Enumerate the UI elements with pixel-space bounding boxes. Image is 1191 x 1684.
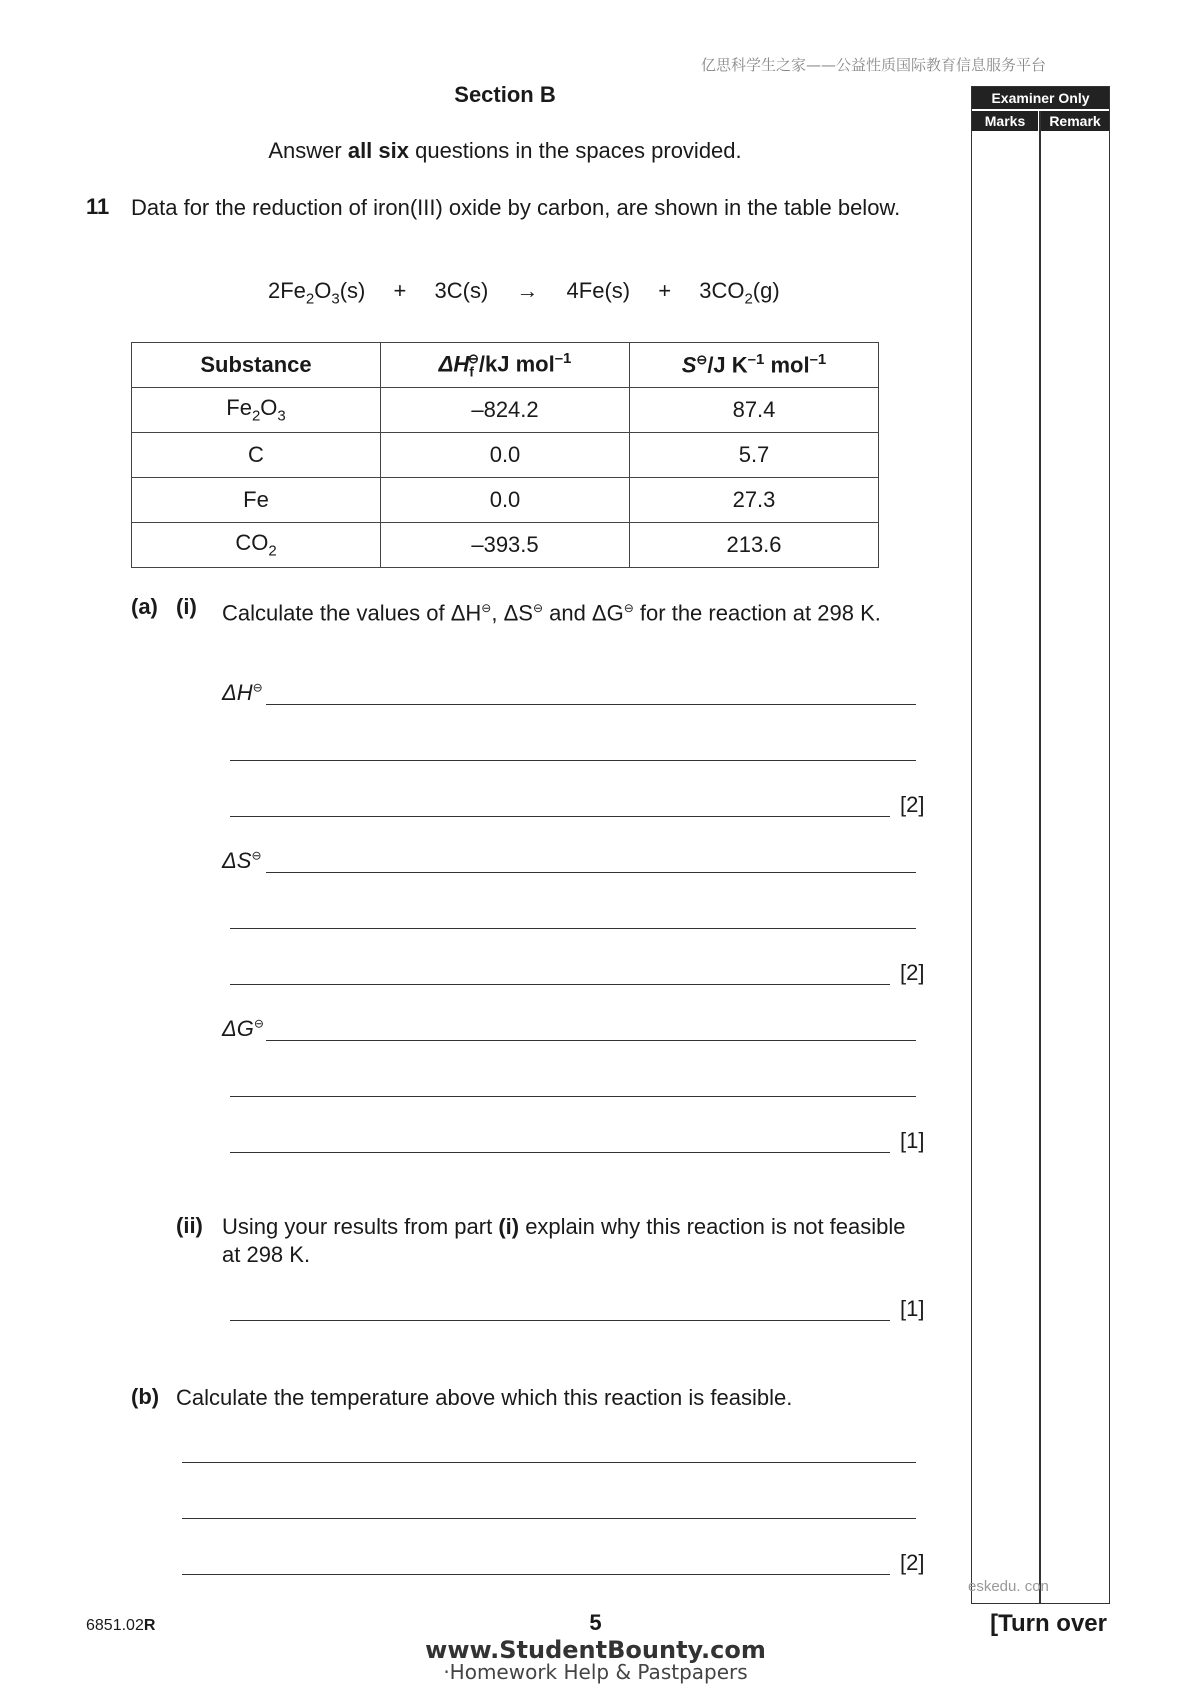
part-a-i-text: Calculate the values of ΔH⊖, ΔS⊖ and ΔG⊖ for the reaction at 298 K.: [222, 600, 881, 626]
answer-line[interactable]: [266, 1040, 916, 1041]
answer-line[interactable]: [182, 1574, 890, 1575]
answer-line[interactable]: [266, 872, 916, 873]
enthalpy-cell: –824.2: [381, 388, 630, 433]
part-a-ii-text: Using your results from part (i) explain why this reaction is not feasible at 298 K.: [222, 1214, 906, 1267]
turn-over-label: [Turn over: [990, 1610, 1107, 1637]
table-header-row: [132, 343, 879, 388]
header-entropy: S⊖/J $K^{-1}$ mol$^{-1}$: [630, 343, 879, 388]
marks-dh: [2]: [900, 792, 925, 817]
enthalpy-cell: 0.0: [381, 478, 630, 523]
answer-line[interactable]: [230, 928, 916, 929]
answer-line[interactable]: [182, 1518, 916, 1519]
remark-column-header: Remark: [1041, 111, 1109, 131]
answer-line[interactable]: [230, 1320, 890, 1321]
header-substance: Substance: [132, 343, 381, 388]
section-instruction: Answer all six questions in the spaces provided.: [268, 138, 742, 163]
answer-line[interactable]: [266, 704, 916, 705]
examiner-only-header: Examiner Only: [972, 87, 1109, 109]
section-title: Section B: [454, 82, 556, 107]
part-b-text: Calculate the temperature above which this reaction is feasible.: [176, 1385, 793, 1410]
entropy-cell: 213.6: [630, 523, 879, 568]
marks-b: [2]: [900, 1550, 925, 1575]
ds-label: ΔS⊖: [222, 848, 262, 873]
answer-line[interactable]: [230, 1152, 890, 1153]
answer-line[interactable]: [230, 816, 890, 817]
paper-code: 6851.02R: [86, 1617, 156, 1634]
dg-label: ΔG⊖: [222, 1016, 264, 1041]
enthalpy-cell: 0.0: [381, 433, 630, 478]
answer-line[interactable]: [230, 1096, 916, 1097]
marks-ds: [2]: [900, 960, 925, 985]
part-a-label: (a): [131, 594, 158, 619]
enthalpy-cell: –393.5: [381, 523, 630, 568]
table-row: [132, 478, 879, 523]
part-a-ii-label: (ii): [176, 1213, 203, 1238]
margin-divider: [1039, 111, 1041, 1603]
table-row: [132, 388, 879, 433]
answer-line[interactable]: [182, 1462, 916, 1463]
marks-ii: [1]: [900, 1296, 925, 1321]
answer-line[interactable]: [230, 760, 916, 761]
studentbounty-logo: www.StudentBounty.com: [425, 1636, 766, 1664]
margin-watermark: eskedu. con: [968, 1578, 1049, 1595]
page-number: 5: [589, 1610, 602, 1635]
examiner-margin: [971, 86, 1110, 1604]
thermo-data-table: [131, 342, 879, 568]
header-enthalpy: $\Delta H_f^⊖/kJ$ mol$^{-1}$: [381, 343, 630, 388]
reaction-equation: $2Fe_2O_3(s) + 3C(s) \to 4Fe(s) + 3CO_2(g)$: [268, 278, 780, 308]
question-number: 11: [86, 194, 110, 219]
dh-label: ΔH⊖: [222, 680, 263, 705]
table-row: [132, 433, 879, 478]
answer-line[interactable]: [230, 984, 890, 985]
entropy-cell: 27.3: [630, 478, 879, 523]
substance-cell: C: [132, 433, 381, 478]
substance-cell: $Fe_2O_3$: [132, 388, 381, 433]
entropy-cell: 5.7: [630, 433, 879, 478]
substance-cell: $CO_2$: [132, 523, 381, 568]
marks-dg: [1]: [900, 1128, 925, 1153]
part-b-label: (b): [131, 1384, 160, 1409]
studentbounty-tagline: ·Homework Help & Pastpapers: [443, 1660, 748, 1684]
part-a-i-label: (i): [176, 594, 197, 619]
marks-column-header: Marks: [972, 111, 1038, 131]
header-watermark: 亿思科学生之家——公益性质国际教育信息服务平台: [700, 56, 1046, 74]
substance-cell: Fe: [132, 478, 381, 523]
question-text: Data for the reduction of iron(III) oxide by carbon, are shown in the table below.: [131, 195, 901, 220]
table-row: [132, 523, 879, 568]
entropy-cell: 87.4: [630, 388, 879, 433]
